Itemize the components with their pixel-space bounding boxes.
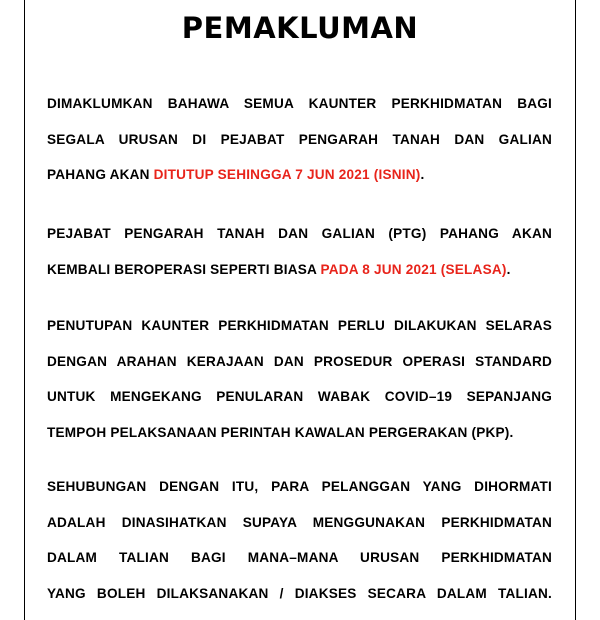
text-segment: KEMBALI BEROPERASI SEPERTI BIASA	[47, 261, 321, 277]
paragraph-online-advice	[47, 469, 552, 611]
paragraph-line: SEGALA URUSAN DI PEJABAT PENGARAH TANAH DAN GALIAN	[47, 131, 552, 147]
text-segment: .	[506, 261, 511, 277]
paragraph-line: DALAM TALIAN BAGI MANA–MANA URUSAN PERKHIDMATAN	[47, 550, 552, 565]
paragraph-line: YANG BOLEH DILAKSANAKAN / DIAKSES SECARA DALAM TALIAN.	[47, 585, 552, 601]
paragraph-line	[47, 252, 552, 288]
paragraph-line: PENUTUPAN KAUNTER PERKHIDMATAN PERLU DILAKUKAN SELARAS	[47, 318, 552, 333]
paragraph-reopening-notice	[47, 216, 552, 287]
page-title: PEMAKLUMAN	[181, 11, 419, 45]
paragraph-line: DENGAN ARAHAN KERAJAAN DAN PROSEDUR OPERASI STANDARD	[47, 353, 552, 369]
closure-date-highlight: DITUTUP SEHINGGA 7 JUN 2021 (ISNIN)	[153, 167, 421, 182]
paragraph-closure-notice	[47, 86, 552, 193]
text-segment: PAHANG AKAN	[47, 167, 154, 182]
reopening-date-highlight: PADA 8 JUN 2021 (SELASA)	[320, 261, 507, 277]
paragraph-line: PEJABAT PENGARAH TANAH DAN GALIAN (PTG) PAHANG AKAN	[47, 226, 552, 241]
paragraph-line	[47, 157, 552, 193]
paragraph-line: SEHUBUNGAN DENGAN ITU, PARA PELANGGAN YANG DIHORMATI	[47, 479, 552, 494]
paragraph-reason	[47, 308, 552, 450]
paragraph-line: UNTUK MENGEKANG PENULARAN WABAK COVID–19 SEPANJANG	[47, 389, 552, 404]
text-segment: .	[420, 167, 425, 182]
paragraph-line: TEMPOH PELAKSANAAN PERINTAH KAWALAN PERGERAKAN (PKP).	[47, 424, 514, 440]
paragraph-line: DIMAKLUMKAN BAHAWA SEMUA KAUNTER PERKHIDMATAN BAGI	[47, 96, 552, 111]
paragraph-line: ADALAH DINASIHATKAN SUPAYA MENGGUNAKAN PERKHIDMATAN	[47, 514, 552, 530]
